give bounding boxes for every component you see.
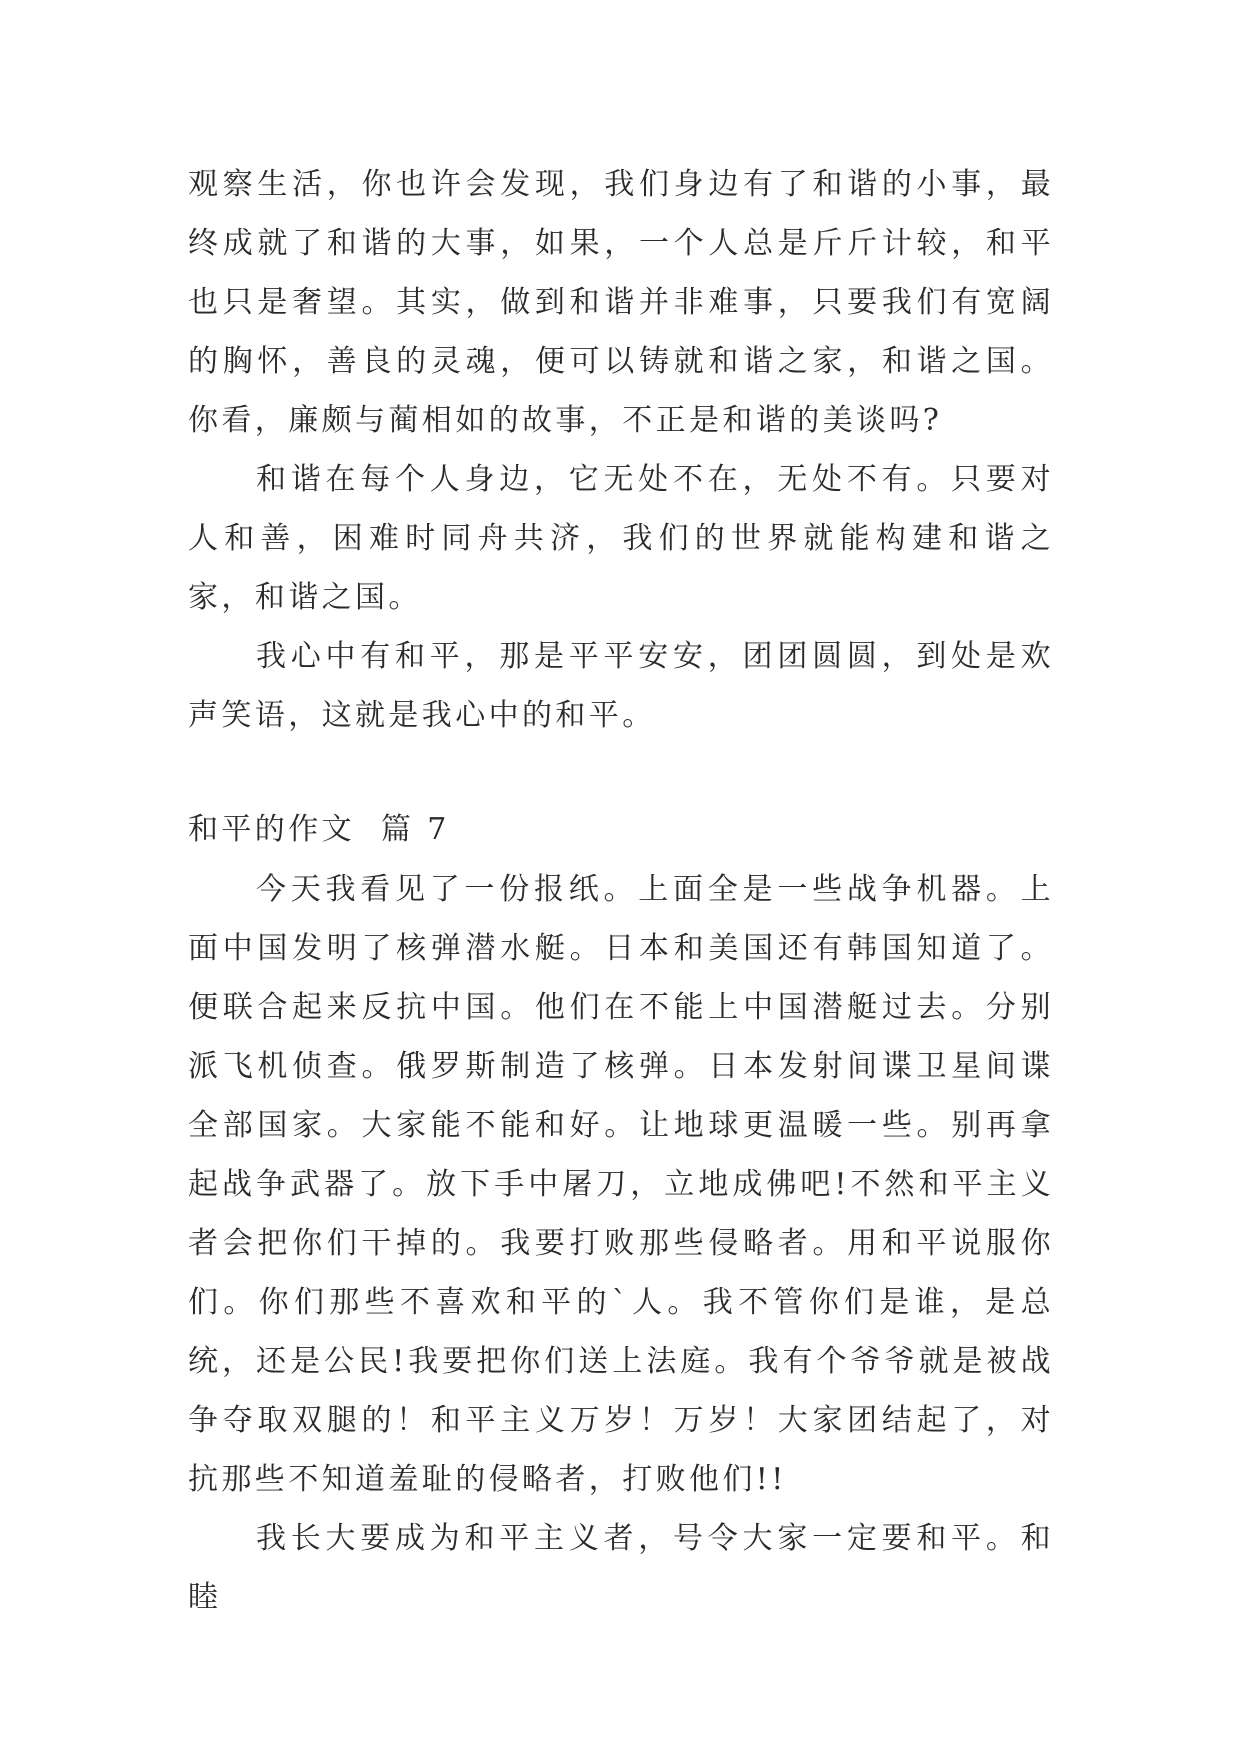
essay-continuation	[188, 155, 1054, 745]
section-heading: 和平的作文 篇 7	[188, 812, 450, 847]
paragraph: 我长大要成为和平主义者，号令大家一定要和平。和睦	[188, 1521, 1054, 1615]
essay-section-7	[188, 860, 1054, 1627]
paragraph: 今天我看见了一份报纸。上面全是一些战争机器。上面中国发明了核弹潜水艇。日本和美国还有韩国知道了。便联合起来反抗中国。他们在不能上中国潜艇过去。分别派飞机侦查。俄罗斯制造了核弹。日本发射间谍卫星间谍全部国家。大家能不能和好。让地球更温暖一些。别再拿起战争武器了。放下手中屠刀，立地成佛吧!不然和平主义者会把你们干掉的。我要打败那些侵略者。用和平说服你们。你们那些不喜欢和平的`人。我不管你们是谁，是总统，还是公民!我要把你们送上法庭。我有个爷爷就是被战争夺取双腿的！和平主义万岁！万岁！大家团结起了，对抗那些不知道羞耻的侵略者，打败他们!!	[188, 872, 1054, 1497]
paragraph: 我心中有和平，那是平平安安，团团圆圆，到处是欢声笑语，这就是我心中的和平。	[188, 639, 1054, 733]
paragraph: 和谐在每个人身边，它无处不在，无处不有。只要对人和善，困难时同舟共济，我们的世界就能构建和谐之家，和谐之国。	[188, 462, 1054, 615]
section-heading-wrapper	[188, 800, 1054, 859]
paragraph: 观察生活，你也许会发现，我们身边有了和谐的小事，最终成就了和谐的大事，如果，一个人总是斤斤计较，和平也只是奢望。其实，做到和谐并非难事，只要我们有宽阔的胸怀，善良的灵魂，便可以铸就和谐之家，和谐之国。你看，廉颇与蔺相如的故事，不正是和谐的美谈吗?	[188, 167, 1054, 438]
